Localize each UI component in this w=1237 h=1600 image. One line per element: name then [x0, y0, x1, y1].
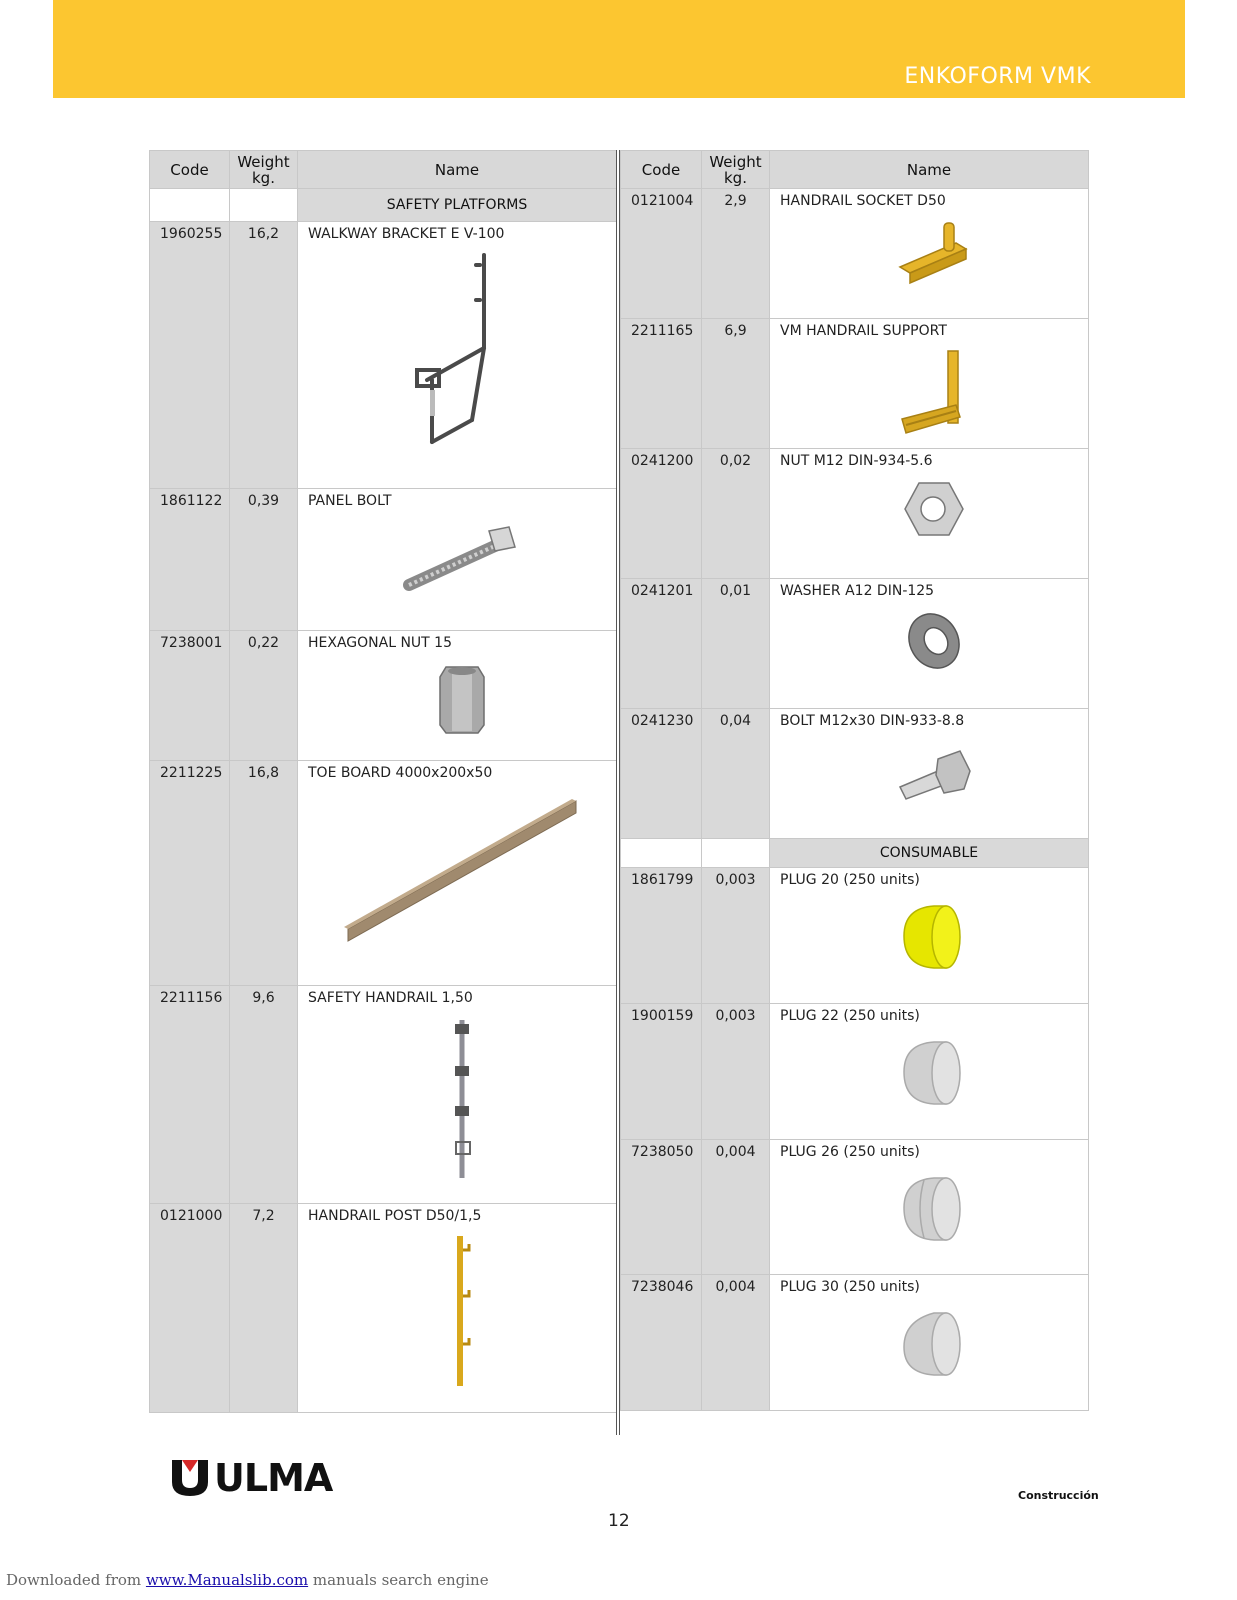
item-weight: 9,6: [230, 986, 298, 1204]
table-row: [621, 189, 1089, 319]
item-weight: 0,02: [702, 449, 770, 579]
table-row: [150, 1204, 617, 1413]
table-row: [150, 489, 617, 631]
item-code: 2211225: [150, 761, 230, 986]
page-number: 12: [608, 1511, 630, 1531]
item-code: 1900159: [621, 1004, 702, 1140]
table-header-row: [621, 151, 1089, 189]
ulma-logo-icon: [170, 1458, 210, 1498]
nut-icon: [899, 477, 969, 547]
item-weight: 0,004: [702, 1275, 770, 1411]
table-row: [621, 579, 1089, 709]
item-weight: 0,003: [702, 868, 770, 1004]
item-name: VM HANDRAIL SUPPORT: [780, 323, 947, 339]
item-weight: 7,2: [230, 1204, 298, 1413]
item-code: 7238001: [150, 631, 230, 761]
table-row: [621, 1004, 1089, 1140]
section-title: SAFETY PLATFORMS: [298, 189, 617, 222]
table-row: [150, 986, 617, 1204]
handrail-support-icon: [894, 347, 974, 442]
item-name: NUT M12 DIN-934-5.6: [780, 453, 933, 469]
column-header-name: Name: [298, 151, 617, 189]
table-row: [621, 319, 1089, 449]
table-row: [150, 761, 617, 986]
item-weight: 16,8: [230, 761, 298, 986]
manualslib-link[interactable]: www.Manualslib.com: [145, 1571, 309, 1589]
section-row: [621, 839, 1089, 868]
item-weight: 0,39: [230, 489, 298, 631]
table-row: [621, 1140, 1089, 1275]
table-header-row: [150, 151, 617, 189]
item-weight: 2,9: [702, 189, 770, 319]
plug-yellow-icon: [894, 896, 974, 971]
item-name: TOE BOARD 4000x200x50: [308, 765, 493, 781]
item-name: PLUG 26 (250 units): [780, 1144, 920, 1160]
column-header-name: Name: [770, 151, 1089, 189]
item-code: 7238050: [621, 1140, 702, 1275]
plug-grey-icon: [894, 1032, 974, 1107]
item-code: 7238046: [621, 1275, 702, 1411]
column-header-weight: Weight kg.: [230, 151, 298, 189]
item-weight: 0,01: [702, 579, 770, 709]
handrail-post-icon: [442, 1232, 482, 1392]
walkway-bracket-icon: [402, 250, 522, 455]
item-name: WASHER A12 DIN-125: [780, 583, 935, 599]
table-row: [621, 709, 1089, 839]
item-name: BOLT M12x30 DIN-933-8.8: [780, 713, 965, 729]
document-title: ENKOFORM VMK: [904, 64, 1091, 89]
download-note: [6, 1571, 489, 1589]
logo-text: ULMA: [214, 1456, 333, 1500]
section-title: CONSUMABLE: [770, 839, 1089, 868]
header-banner: [53, 0, 1185, 98]
item-weight: 0,004: [702, 1140, 770, 1275]
download-suffix: manuals search engine: [308, 1571, 489, 1589]
item-weight: 16,2: [230, 222, 298, 489]
plug-grey-icon: [894, 1168, 974, 1243]
item-code: 0121004: [621, 189, 702, 319]
item-name: HANDRAIL SOCKET D50: [780, 193, 946, 209]
item-code: 1861122: [150, 489, 230, 631]
download-prefix: Downloaded from: [6, 1571, 142, 1589]
item-weight: 0,04: [702, 709, 770, 839]
item-name: HANDRAIL POST D50/1,5: [308, 1208, 482, 1224]
item-code: 1960255: [150, 222, 230, 489]
logo-tagline: Construcción: [1018, 1489, 1099, 1502]
item-name: SAFETY HANDRAIL 1,50: [308, 990, 473, 1006]
item-weight: 0,22: [230, 631, 298, 761]
toe-board-icon: [342, 789, 582, 949]
table-row: [150, 631, 617, 761]
item-name: PLUG 22 (250 units): [780, 1008, 920, 1024]
table-row: [621, 868, 1089, 1004]
table-row: [621, 1275, 1089, 1411]
item-name: HEXAGONAL NUT 15: [308, 635, 452, 651]
left-parts-table: [149, 150, 617, 1413]
panel-bolt-icon: [397, 517, 527, 597]
item-name: PLUG 30 (250 units): [780, 1279, 920, 1295]
item-code: 1861799: [621, 868, 702, 1004]
table-row: [621, 449, 1089, 579]
item-code: 0241201: [621, 579, 702, 709]
safety-handrail-icon: [442, 1014, 482, 1184]
item-code: 0241200: [621, 449, 702, 579]
item-name: WALKWAY BRACKET E V-100: [308, 226, 505, 242]
item-code: 0121000: [150, 1204, 230, 1413]
item-code: 0241230: [621, 709, 702, 839]
item-name: PANEL BOLT: [308, 493, 392, 509]
hexagonal-nut-icon: [432, 659, 492, 739]
item-name: PLUG 20 (250 units): [780, 872, 920, 888]
column-header-code: Code: [150, 151, 230, 189]
table-row: [150, 222, 617, 489]
item-weight: 6,9: [702, 319, 770, 449]
column-header-code: Code: [621, 151, 702, 189]
item-code: 2211156: [150, 986, 230, 1204]
item-weight: 0,003: [702, 1004, 770, 1140]
right-parts-table: [620, 150, 1089, 1411]
item-code: 2211165: [621, 319, 702, 449]
washer-icon: [899, 607, 969, 677]
section-row: [150, 189, 617, 222]
plug-grey-icon: [894, 1303, 974, 1378]
column-header-weight: Weight kg.: [702, 151, 770, 189]
bolt-icon: [894, 737, 974, 807]
handrail-socket-icon: [894, 217, 974, 297]
